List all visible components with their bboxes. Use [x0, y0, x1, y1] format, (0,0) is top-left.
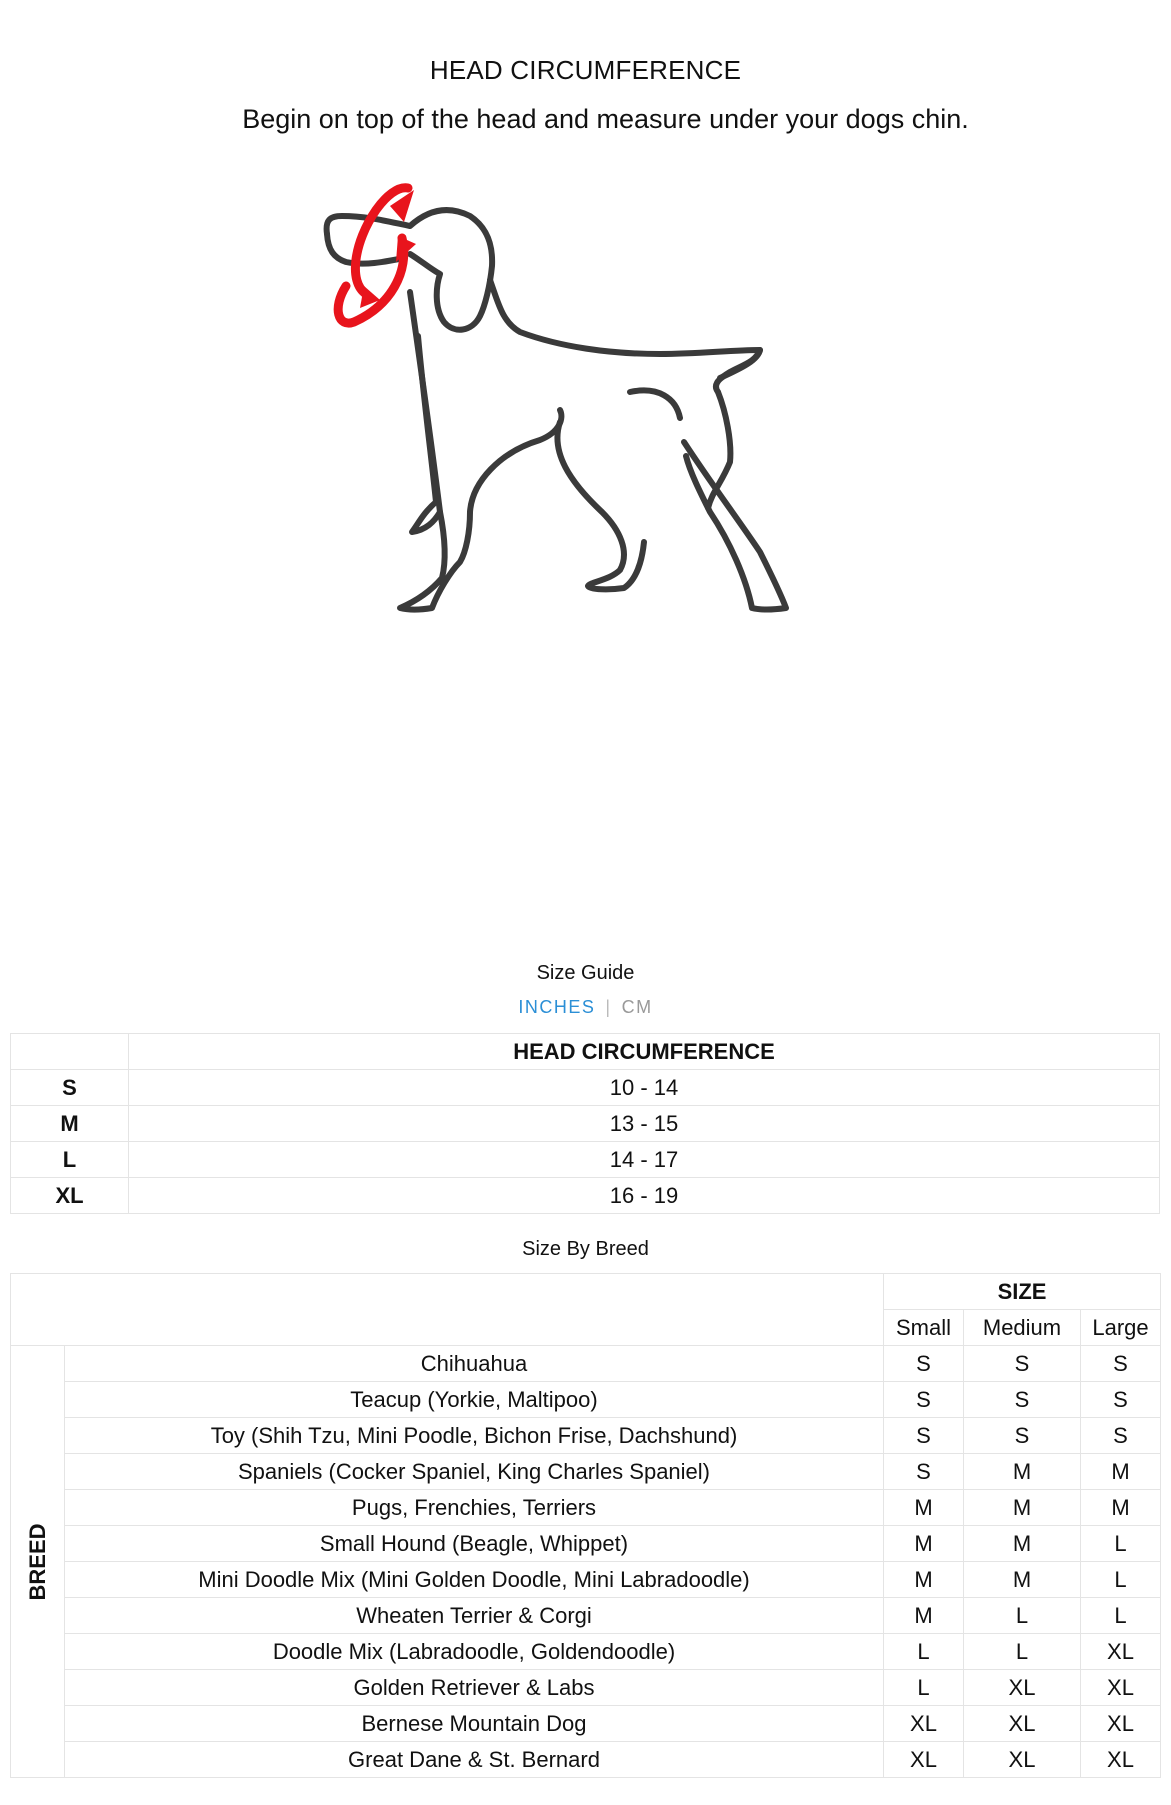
size-guide-title: Size Guide: [536, 962, 635, 984]
breed-size-small: L: [884, 1634, 964, 1670]
breed-size-large: M: [1081, 1490, 1161, 1526]
breed-size-large: XL: [1081, 1634, 1161, 1670]
size-guide-row: [11, 1106, 1160, 1142]
breed-row: [11, 1382, 1161, 1418]
size-guide-corner: [11, 1034, 129, 1070]
breed-row: [11, 1634, 1161, 1670]
breed-row: [11, 1562, 1161, 1598]
size-guide-column-header: HEAD CIRCUMFERENCE: [129, 1034, 1160, 1070]
breed-size-large: S: [1081, 1382, 1161, 1418]
head-circumference-value: 13 - 15: [129, 1106, 1160, 1142]
size-guide-row: [11, 1178, 1160, 1214]
col-medium: Medium: [964, 1310, 1081, 1346]
breed-size-small: XL: [884, 1706, 964, 1742]
unit-separator: |: [605, 997, 612, 1017]
breed-size-small: S: [884, 1346, 964, 1382]
breed-row: [11, 1742, 1161, 1778]
breed-size-small: S: [884, 1382, 964, 1418]
breed-row: [11, 1706, 1161, 1742]
breed-size-large: L: [1081, 1562, 1161, 1598]
breed-size-small: M: [884, 1562, 964, 1598]
breed-size-small: XL: [884, 1742, 964, 1778]
col-small: Small: [884, 1310, 964, 1346]
breed-guide-title: Size By Breed: [522, 1238, 649, 1260]
breed-size-large: M: [1081, 1454, 1161, 1490]
breed-size-medium: XL: [964, 1670, 1081, 1706]
dog-head-measure-icon: [320, 182, 860, 712]
breed-size-large: S: [1081, 1346, 1161, 1382]
size-label: L: [11, 1142, 129, 1178]
breed-size-medium: M: [964, 1454, 1081, 1490]
unit-inches-tab[interactable]: INCHES: [518, 997, 596, 1017]
breed-name: Doodle Mix (Labradoodle, Goldendoodle): [65, 1634, 884, 1670]
breed-row: [11, 1526, 1161, 1562]
breed-name: Small Hound (Beagle, Whippet): [65, 1526, 884, 1562]
unit-toggle: [0, 997, 1171, 1018]
breed-size-medium: L: [964, 1598, 1081, 1634]
breed-size-medium: XL: [964, 1706, 1081, 1742]
breed-size-large: L: [1081, 1526, 1161, 1562]
breed-table-header-row: [11, 1274, 1161, 1310]
breed-name: Golden Retriever & Labs: [65, 1670, 884, 1706]
breed-table-corner: [11, 1274, 884, 1346]
breed-size-table: [10, 1273, 1161, 1778]
breed-size-small: L: [884, 1670, 964, 1706]
size-guide-row: [11, 1142, 1160, 1178]
breed-size-small: M: [884, 1490, 964, 1526]
size-label: M: [11, 1106, 129, 1142]
breed-row-label-cell: [11, 1346, 65, 1778]
breed-name: Bernese Mountain Dog: [65, 1706, 884, 1742]
head-circumference-value: 14 - 17: [129, 1142, 1160, 1178]
size-guide-row: [11, 1070, 1160, 1106]
breed-row: [11, 1454, 1161, 1490]
unit-cm-tab[interactable]: CM: [621, 997, 653, 1017]
breed-size-medium: S: [964, 1382, 1081, 1418]
breed-row: [11, 1598, 1161, 1634]
breed-size-large: XL: [1081, 1670, 1161, 1706]
size-guide-table: [10, 1033, 1160, 1214]
breed-name: Mini Doodle Mix (Mini Golden Doodle, Mini Labradoodle): [65, 1562, 884, 1598]
breed-size-medium: M: [964, 1526, 1081, 1562]
breed-size-medium: S: [964, 1346, 1081, 1382]
breed-size-medium: M: [964, 1490, 1081, 1526]
measure-instruction: Begin on top of the head and measure under your dogs chin.: [242, 104, 969, 134]
breed-size-large: L: [1081, 1598, 1161, 1634]
breed-row: [11, 1418, 1161, 1454]
breed-size-small: M: [884, 1598, 964, 1634]
breed-row-label: BREED: [24, 1522, 50, 1601]
head-circumference-value: 16 - 19: [129, 1178, 1160, 1214]
breed-size-small: M: [884, 1526, 964, 1562]
breed-name: Teacup (Yorkie, Maltipoo): [65, 1382, 884, 1418]
breed-size-medium: L: [964, 1634, 1081, 1670]
breed-name: Toy (Shih Tzu, Mini Poodle, Bichon Frise, Dachshund): [65, 1418, 884, 1454]
breed-size-small: S: [884, 1454, 964, 1490]
breed-name: Pugs, Frenchies, Terriers: [65, 1490, 884, 1526]
col-large: Large: [1081, 1310, 1161, 1346]
head-circumference-value: 10 - 14: [129, 1070, 1160, 1106]
breed-row: [11, 1490, 1161, 1526]
breed-size-header: SIZE: [884, 1274, 1161, 1310]
breed-size-large: S: [1081, 1418, 1161, 1454]
breed-size-large: XL: [1081, 1742, 1161, 1778]
breed-name: Spaniels (Cocker Spaniel, King Charles Spaniel): [65, 1454, 884, 1490]
breed-name: Great Dane & St. Bernard: [65, 1742, 884, 1778]
size-guide-header-row: [11, 1034, 1160, 1070]
breed-size-medium: S: [964, 1418, 1081, 1454]
breed-name: Wheaten Terrier & Corgi: [65, 1598, 884, 1634]
breed-size-small: S: [884, 1418, 964, 1454]
breed-size-medium: M: [964, 1562, 1081, 1598]
breed-size-medium: XL: [964, 1742, 1081, 1778]
breed-row: [11, 1670, 1161, 1706]
breed-row: [11, 1346, 1161, 1382]
size-label: S: [11, 1070, 129, 1106]
breed-name: Chihuahua: [65, 1346, 884, 1382]
page-title: HEAD CIRCUMFERENCE: [429, 55, 742, 85]
breed-size-large: XL: [1081, 1706, 1161, 1742]
size-label: XL: [11, 1178, 129, 1214]
